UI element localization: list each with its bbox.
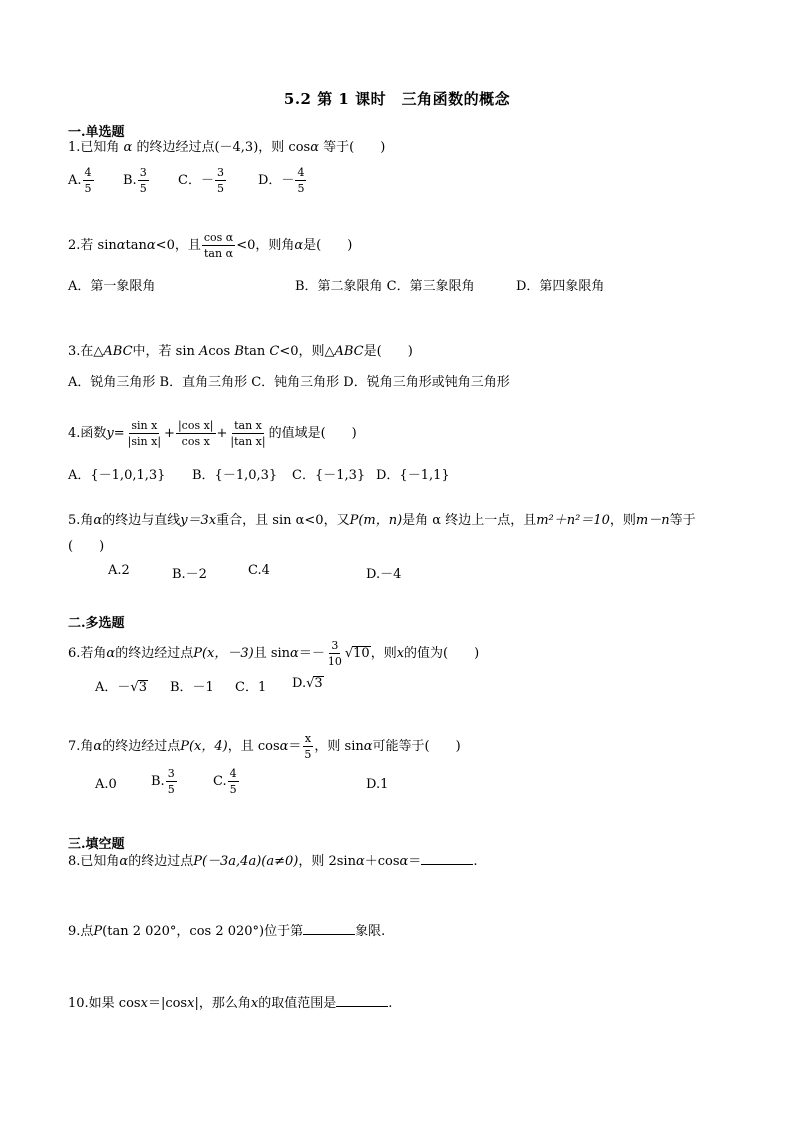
question-6-option-d[interactable]: D.√3 xyxy=(292,676,323,691)
question-3-options[interactable]: A．锐角三角形 B．直角三角形 C．钝角三角形 D．锐角三角形或钝角三角形 xyxy=(68,375,510,390)
question-5-option-d[interactable]: D.－4 xyxy=(366,567,402,582)
question-4-option-c[interactable]: C．{－1,3} xyxy=(292,468,366,483)
question-10: 10.如果 cosx＝|cosx|，那么角x的取值范围是 . xyxy=(68,996,393,1011)
question-6-option-a[interactable]: A．－√3 xyxy=(95,680,147,695)
question-7-option-d[interactable]: D.1 xyxy=(366,777,389,792)
question-8: 8.已知角α的终边过点P(－3a,4a)(a≠0)，则 2sinα＋cosα＝ . xyxy=(68,854,478,869)
question-7-option-a[interactable]: A.0 xyxy=(95,777,117,792)
question-1-option-a[interactable]: A. $\frac{4}{5}$ xyxy=(68,166,92,195)
question-3: 3.在△ABC中，若 sin Acos Btan C<0，则△ABC是( ) xyxy=(68,344,413,359)
question-4-option-a[interactable]: A．{－1,0,1,3} xyxy=(68,468,166,483)
question-5-option-b[interactable]: B.－2 xyxy=(172,567,207,582)
page-title: 5.2 第 1 课时 三角函数的概念 xyxy=(283,90,511,108)
question-1-option-d[interactable]: D．－ $\frac{4}{5}$ xyxy=(258,166,305,195)
question-5: 5.角α的终边与直线y＝3x重合，且 sin α<0，又P(m，n)是角 α 终边上一点，且m²＋n²＝10，则m－n等于 xyxy=(68,513,696,528)
question-6-option-c[interactable]: C．1 xyxy=(235,680,267,695)
section-fill-in: 三.填空题 xyxy=(68,837,125,852)
section-multiple-choice: 二.多选题 xyxy=(68,616,125,631)
question-4: 4.函数y= $\frac{\text{sin x}}{\text{|sin x|}}$ + $\frac{\text{|cos x|}}{\text{cos x}}$ + $\frac{\text{tan x}}{\text{|tan x|}}$ 的值域是( ) xyxy=(68,419,357,448)
question-7-option-c[interactable]: C. $\frac{4}{5}$ xyxy=(213,767,237,796)
question-1: 1.已知角 α 的终边经过点(－4,3)，则 cosα 等于( ) xyxy=(68,140,386,155)
question-5-paren: ( ) xyxy=(68,539,105,554)
question-5-option-c[interactable]: C.4 xyxy=(248,563,270,578)
question-1-option-c[interactable]: C．－ $\frac{3}{5}$ xyxy=(178,166,224,195)
question-2-option-bc[interactable]: B．第二象限角 C．第三象限角 xyxy=(295,279,475,294)
question-1-option-b[interactable]: B. $\frac{3}{5}$ xyxy=(123,166,147,195)
question-4-option-d[interactable]: D．{－1,1} xyxy=(376,468,450,483)
answer-blank-10[interactable] xyxy=(336,994,388,1007)
question-6: 6.若角α的终边经过点P(x，－3)且 sinα＝－ $\frac{3}{10}$ √10，则x的值为( ) xyxy=(68,639,480,668)
question-7-option-b[interactable]: B. $\frac{3}{5}$ xyxy=(151,767,175,796)
section-single-choice: 一.单选题 xyxy=(68,125,125,140)
question-9: 9.点P(tan 2 020°，cos 2 020°)位于第 象限. xyxy=(68,924,386,939)
question-6-option-b[interactable]: B．－1 xyxy=(170,680,214,695)
question-5-option-a[interactable]: A.2 xyxy=(108,563,130,578)
answer-blank-9[interactable] xyxy=(303,922,355,935)
answer-blank-8[interactable] xyxy=(421,852,473,865)
question-2: 2.若 sinαtanα<0，且 $\frac{\text{cos α}}{\text{tan α}}$ <0，则角α是( ) xyxy=(68,231,353,260)
question-2-option-d[interactable]: D．第四象限角 xyxy=(516,279,605,294)
question-2-option-a[interactable]: A．第一象限角 xyxy=(68,279,156,294)
question-4-option-b[interactable]: B．{－1,0,3} xyxy=(192,468,278,483)
question-7: 7.角α的终边经过点P(x，4)，且 cosα＝ $\frac{x}{5}$ ，则 sinα可能等于( ) xyxy=(68,732,461,761)
